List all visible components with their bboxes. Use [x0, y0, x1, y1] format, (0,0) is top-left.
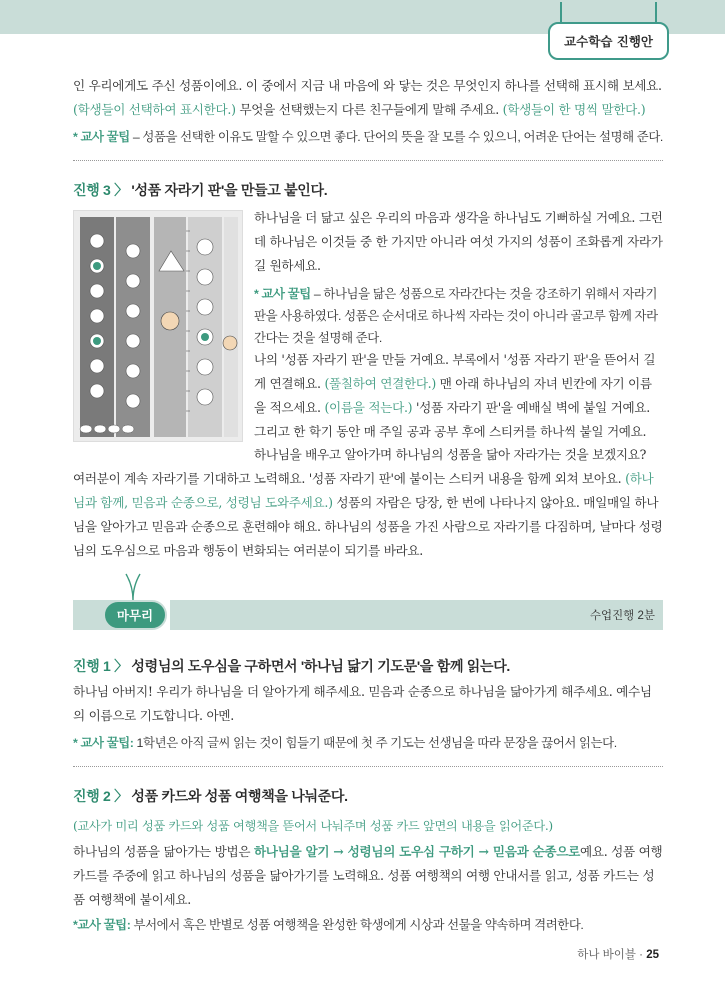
closing-step2-pa: 하나님의 성품을 닮아가는 방법은 [73, 844, 254, 859]
step3-p3a: 여러분이 계속 자라기를 기대하고 노력해요. '성품 자라기 판'에 붙이는 스티커 내용을 함께 외쳐 보아요. [73, 471, 626, 486]
closing-time-note: 수업진행 2분 [589, 610, 655, 622]
growth-board-image [74, 211, 243, 442]
closing-step1-tip-label: * 교사 꿀팁: [73, 736, 134, 750]
step3-paragraph-2 [254, 348, 663, 444]
section-tab-label: 교수학습 진행안 [564, 34, 653, 49]
closing-step2-tip [73, 914, 663, 936]
tab-pin-left [560, 2, 562, 24]
closing-step1-label: 진행 1 〉 [73, 658, 128, 674]
closing-step1-tip-text: 1학년은 아직 글씨 읽는 것이 힘들기 때문에 첫 주 기도는 선생님을 따라 문장을 끊어서 읽는다. [133, 736, 617, 750]
step3-p2-note2: (이름을 적는다.) [324, 400, 413, 415]
closing-step2-paragraph [73, 840, 663, 912]
tip-label: * 교사 꿀팁 [73, 130, 130, 144]
closing-step2-tip-label: *교사 꿀팁: [73, 918, 131, 932]
step3-paragraph-3-first: 하나님을 배우고 알아가며 하나님의 성품을 닮아 자라가는 것을 보겠지요? [254, 447, 647, 462]
step3-p3b: 성품의 자람은 당장, 한 번에 나타나지 않아요. 매일매일 하나님을 알아가고 믿음과 순종으로 훈련해야 해요. 하나님의 성품을 가진 사람으로 자라기를 다짐하며, 날마다 성령님의 도우심으로 마음과 행동이 변화되는 여러분이 되기를 바라요. [73, 495, 663, 558]
footer-book: 하나 바이블 [577, 949, 636, 961]
intro-tip [73, 126, 663, 148]
closing-step2-tip-text: 부서에서 혹은 반별로 성품 여행책을 완성한 학생에게 시상과 선물을 약속하며 격려한다. [130, 918, 584, 932]
step3-p2-note1: (풀칠하여 연결한다.) [324, 376, 436, 391]
intro-line-2-text: 무엇을 선택했는지 다른 친구들에게 말해 주세요. [235, 102, 503, 117]
step3-p2c: '성품 자라기 판'을 예배실 벽에 붙일 거예요. 그리고 한 학기 동안 매 주일 공과 공부 후에 스티커를 하나씩 붙일 거예요. [254, 400, 650, 439]
step3-p3-note: (하나님과 함께, 믿음과 순종으로, 성령님 도와주세요.) [73, 471, 654, 510]
divider [73, 766, 663, 767]
closing-step1-paragraph: 하나님 아버지! 우리가 하나님을 더 알아가게 해주세요. 믿음과 순종으로 하나님을 닮아가게 해주세요. 예수님의 이름으로 기도합니다. 아멘. [73, 684, 652, 723]
tab-pin-right [655, 2, 657, 24]
closing-step2-heading [73, 786, 663, 806]
closing-step2-method: 하나님을 알기 → 성령님의 도우심 구하기 → 믿음과 순종으로 [253, 844, 581, 859]
closing-step2-pb: 예요. 성품 여행 카드를 주중에 읽고 하나님의 성품을 닮아가기를 노력해요. 성품 여행책의 여행 안내서를 읽고, 성품 카드는 성품 여행책에 붙이세요. [73, 844, 663, 907]
page-number: 25 [646, 949, 659, 961]
tip-text: – 성품을 선택한 이유도 말할 수 있으면 좋다. 단어의 뜻을 잘 모를 수 있으니, 어려운 단어는 설명해 준다. [129, 130, 663, 144]
intro-paragraph [73, 74, 663, 122]
divider [73, 160, 663, 161]
section-tab [548, 22, 669, 60]
closing-step1-heading [73, 656, 663, 676]
intro-note-1: (학생들이 선택하여 표시한다.) [73, 102, 236, 117]
step3-label: 진행 3 〉 [73, 182, 128, 198]
step3-p2b: 맨 아래 하나님의 자녀 빈칸에 자기 이름을 적으세요. [254, 376, 652, 415]
scissor-ribbon-icon [120, 572, 146, 602]
step3-tip [254, 283, 663, 349]
step3-title: '성품 자라기 판'을 만들고 붙인다. [127, 182, 328, 198]
step3-paragraph-1: 하나님을 더 닮고 싶은 우리의 마음과 생각을 하나님도 기뻐하실 거예요. 그런데 하나님은 이것들 중 한 가지만 아니라 여섯 가지의 성품이 조화롭게 자라가길 원하세요. [254, 210, 663, 273]
closing-step1-title: 성령님의 도우심을 구하면서 '하나님 닮기 기도문'을 함께 읽는다. [127, 658, 511, 674]
intro-line-2 [73, 98, 663, 122]
growth-board-illustration [73, 210, 243, 442]
intro-line-1: 인 우리에게도 주신 성품이에요. 이 중에서 지금 내 마음에 와 닿는 것은 무엇인지 하나를 선택해 표시해 보세요. [73, 78, 662, 93]
closing-step2-title: 성품 카드와 성품 여행책을 나눠준다. [127, 788, 348, 804]
step3-tip-label: * 교사 꿀팁 [254, 287, 311, 301]
page-footer: 하나 바이블 · 25 [577, 949, 659, 961]
closing-step2-label: 진행 2 〉 [73, 788, 128, 804]
intro-note-2: (학생들이 한 명씩 말한다.) [502, 102, 646, 117]
closing-pill: 마무리 [103, 600, 167, 630]
closing-step1-tip [73, 732, 663, 754]
step3-paragraph-3 [73, 467, 663, 563]
step3-heading [73, 180, 663, 200]
step3-tip-text: – 하나님을 닮은 성품으로 자라간다는 것을 강조하기 위해서 자라기 판을 사용하였다. 성품은 순서대로 하나씩 자라는 것이 아니라 골고루 함께 자라간다는 것을 설명해 준다. [254, 287, 658, 345]
step3-p2a: 나의 '성품 자라기 판'을 만들 거예요. 부록에서 '성품 자라기 판'을 뜯어서 길게 연결해요. [254, 352, 656, 391]
closing-step2-note: (교사가 미리 성품 카드와 성품 여행책을 뜯어서 나눠주며 성품 카드 앞면의 내용을 읽어준다.) [73, 819, 553, 833]
